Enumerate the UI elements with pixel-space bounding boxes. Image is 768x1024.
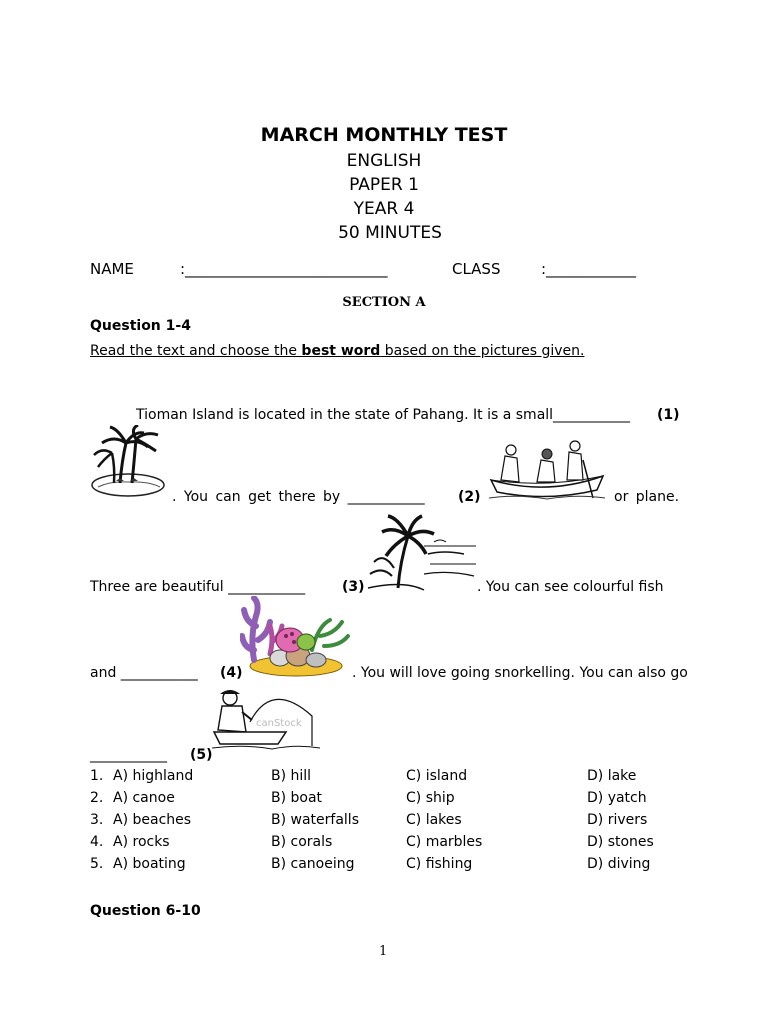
instruction-text-end: based on the pictures given. <box>380 343 585 359</box>
duration-label: 50 MINUTES <box>338 223 442 243</box>
section-heading: SECTION A <box>342 295 426 310</box>
blank-marker-2: (2) <box>458 489 481 505</box>
option-a: A) canoe <box>113 790 175 806</box>
name-field: :___________________________ <box>180 260 388 278</box>
option-num: 1. <box>90 768 104 784</box>
test-title: MARCH MONTHLY TEST <box>260 124 508 146</box>
option-b: B) canoeing <box>271 856 355 872</box>
option-num: 5. <box>90 856 104 872</box>
instruction-text: Read the text and choose the <box>90 343 302 359</box>
fishing-icon <box>212 686 324 754</box>
option-d: D) rivers <box>587 812 648 828</box>
blank-marker-4: (4) <box>220 665 243 681</box>
coral-icon <box>240 596 355 682</box>
option-a: A) highland <box>113 768 194 784</box>
instruction <box>90 343 584 359</box>
option-d: D) diving <box>587 856 651 872</box>
question-heading-2: Question 6-10 <box>90 903 201 919</box>
option-a: A) rocks <box>113 834 170 850</box>
subject-label: ENGLISH <box>346 151 422 171</box>
island-icon <box>90 425 170 500</box>
passage-line-4a: and ___________ <box>90 665 198 681</box>
page-number: 1 <box>379 944 388 959</box>
boat-icon <box>487 436 607 502</box>
option-c: C) ship <box>406 790 455 806</box>
blank-marker-1: (1) <box>657 407 680 423</box>
paper-label: PAPER 1 <box>349 175 419 195</box>
option-a: A) beaches <box>113 812 192 828</box>
option-c: C) lakes <box>406 812 462 828</box>
option-a: A) boating <box>113 856 186 872</box>
option-b: B) waterfalls <box>271 812 359 828</box>
name-label: NAME <box>90 260 134 278</box>
year-label: YEAR 4 <box>353 199 415 219</box>
option-d: D) yatch <box>587 790 647 806</box>
watermark: canStock <box>256 718 302 729</box>
option-d: D) lake <box>587 768 637 784</box>
option-c: C) marbles <box>406 834 483 850</box>
passage-line-1: Tioman Island is located in the state of Pahang. It is a small___________ <box>136 407 631 423</box>
option-num: 4. <box>90 834 104 850</box>
passage-line-3a: Three are beautiful ___________ <box>90 579 306 595</box>
option-b: B) corals <box>271 834 333 850</box>
blank-marker-5: (5) <box>190 747 213 763</box>
option-c: C) island <box>406 768 468 784</box>
option-b: B) hill <box>271 768 312 784</box>
instruction-emphasis: best word <box>301 343 381 359</box>
class-field: :____________ <box>541 260 637 278</box>
option-c: C) fishing <box>406 856 473 872</box>
option-num: 3. <box>90 812 104 828</box>
class-label: CLASS <box>452 260 501 278</box>
passage-line-2b: or plane. <box>614 489 680 505</box>
blank-marker-3: (3) <box>342 579 365 595</box>
option-b: B) boat <box>271 790 323 806</box>
question-heading: Question 1-4 <box>90 318 191 334</box>
passage-line-5a: ___________ <box>90 747 167 763</box>
passage-line-2a: . You can get there by ___________ <box>172 489 425 505</box>
beach-icon <box>364 512 478 592</box>
passage-line-4b: . You will love going snorkelling. You can also go <box>352 665 688 681</box>
option-d: D) stones <box>587 834 654 850</box>
option-num: 2. <box>90 790 104 806</box>
passage-line-3b: . You can see colourful fish <box>477 579 664 595</box>
